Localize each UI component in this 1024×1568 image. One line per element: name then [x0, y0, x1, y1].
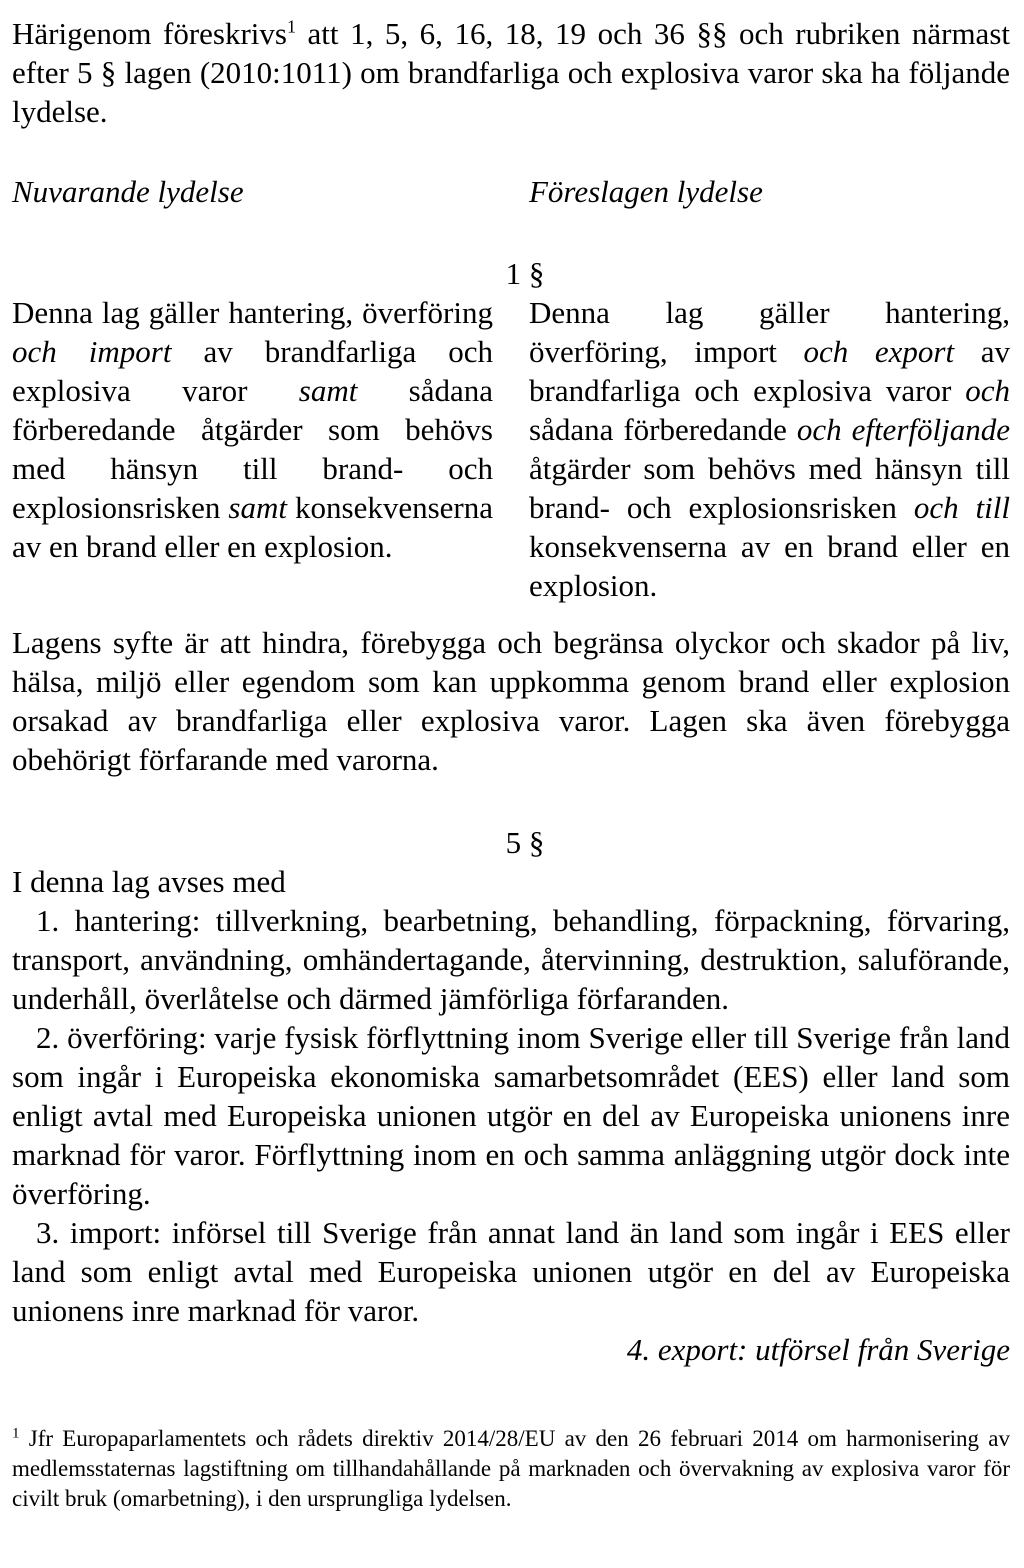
section-1-current-text [12, 293, 493, 566]
column-headings [12, 172, 1010, 211]
section-1-label: 1 § [505, 256, 545, 291]
section-1-comparison [12, 293, 1010, 623]
definition-item-hantering: 1. hantering: tillverkning, bearbetning, behandling, förpackning, förvaring, transport, användning, omhändertagande, återvinning, destruktion, saluförande, underhåll, överlåtelse och därmed jämförliga förfaranden. [12, 903, 1010, 1016]
current-wording-heading: Nuvarande lydelse [12, 174, 244, 209]
purpose-paragraph: Lagens syfte är att hindra, förebygga och begränsa olyckor och skador på liv, hälsa, miljö eller egendom som kan uppkomma genom brand eller explosion orsakad av brandfarliga eller explosiva varor. Lagen ska även förebygga obehörigt förfarande med varorna. [12, 625, 1010, 777]
intro-paragraph [12, 14, 1010, 131]
proposed-wording-heading: Föreslagen lydelse [529, 174, 763, 209]
section-1-proposed-text [529, 293, 1010, 605]
proposed-text-part: åtgärder som behövs med hänsyn till brand- och explosionsrisken [529, 451, 1010, 525]
document-page [12, 14, 1010, 1369]
footnote-number: 1 [12, 1425, 20, 1442]
footnote-text [12, 1424, 1010, 1514]
proposed-text-part: sådana förberedande [529, 412, 797, 447]
proposed-text-emphasis: och export [803, 334, 955, 369]
definition-item-overforing: 2. överföring: varje fysisk förflyttning inom Sverige eller till Sverige från land som ingår i Europeiska ekonomiska samarbetsområdet (EES) eller land som enligt avtal med Europeiska unionen utgör en del av Europeiska unionens inre marknad för varor. Förflyttning inom en och samma anläggning utgör dock inte överföring. [12, 1020, 1010, 1211]
proposed-text-part: Denna lag gäller hantering, överföring, import [529, 295, 1010, 369]
definition-item-import: 3. import: införsel till Sverige från annat land än land som ingår i EES eller land som enligt avtal med Europeiska unionen utgör en del av Europeiska unionens inre marknad för varor. [12, 1215, 1010, 1328]
current-text-emphasis: och import [12, 334, 172, 369]
proposed-text-emphasis: och efterföljande [796, 412, 1010, 447]
intro-text-start: Härigenom föreskrivs [12, 16, 287, 51]
section-5-intro: I denna lag avses med [12, 864, 286, 899]
section-spacer [12, 779, 1010, 823]
footnote-body: Jfr Europaparlamentets och rådets direktiv 2014/28/EU av den 26 februari 2014 om harmonisering av medlemsstaternas lagstiftning om tillhandahållande på marknaden och övervakning av explosiva varor för civilt bruk (omarbetning), i den ursprungliga lydelsen. [12, 1426, 1010, 1511]
section-5-label: 5 § [505, 825, 545, 860]
definition-item-export: 4. export: utförsel från Sverige [626, 1332, 1010, 1367]
proposed-text-part: av brandfarliga och explosiva varor [529, 334, 1010, 408]
current-text-part: konsekvenserna av en brand eller en explosion. [12, 490, 493, 564]
proposed-text-part: konsekvenserna av en brand eller en explosion. [529, 529, 1010, 603]
current-text-emphasis: samt [228, 490, 287, 525]
proposed-text-emphasis: och till [913, 490, 1010, 525]
proposed-text-emphasis: och [965, 373, 1010, 408]
footnote-reference: 1 [286, 16, 296, 37]
current-text-part: sådana förberedande åtgärder som behövs med hänsyn till brand- och explosionsrisken [12, 373, 494, 525]
current-text-emphasis: samt [298, 373, 358, 408]
current-text-part: av brandfarliga och explosiva varor [12, 334, 493, 408]
current-text-part: Denna lag gäller hantering, överföring [12, 295, 493, 330]
intro-text-rest: att 1, 5, 6, 16, 18, 19 och 36 §§ och rubriken närmast efter 5 § lagen (2010:1011) om brandfarliga och explosiva varor ska ha följande lydelse. [12, 16, 1010, 129]
footnote [12, 1424, 1010, 1514]
